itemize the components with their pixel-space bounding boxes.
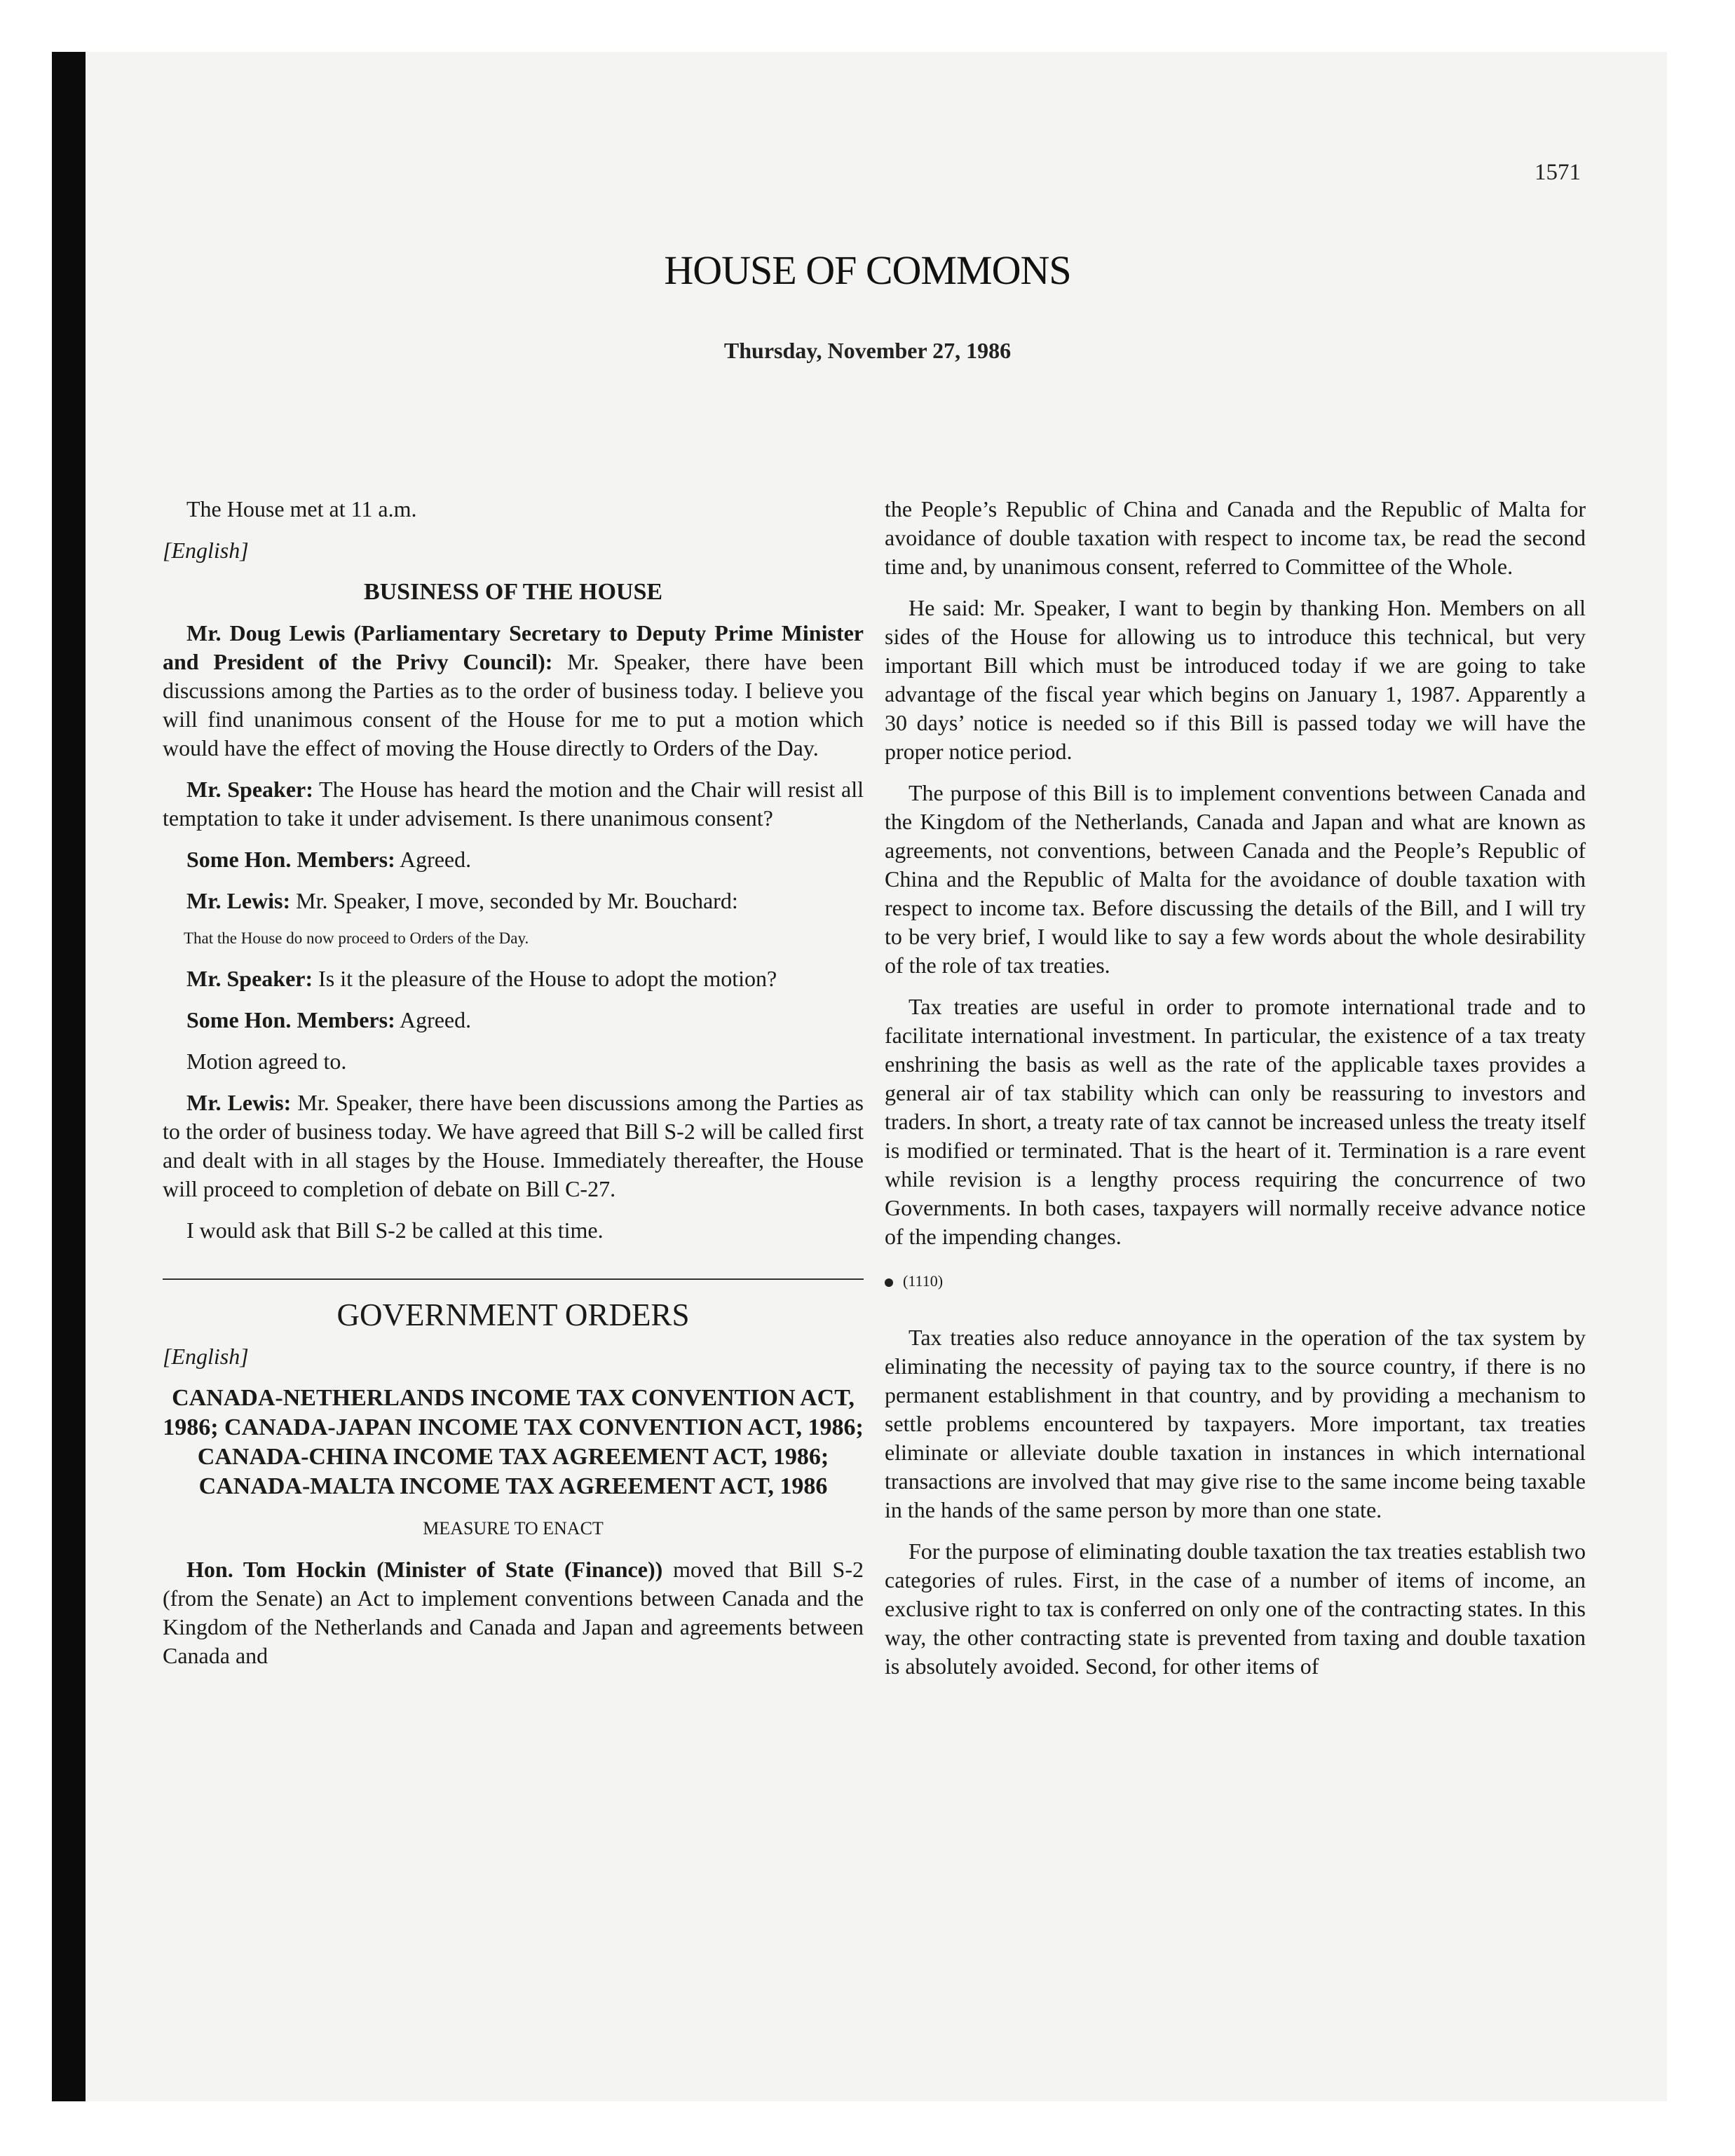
speech-paragraph <box>163 1089 864 1203</box>
speech-paragraph: the People’s Republic of China and Canada and the Republic of Malta for avoidance of double taxation with respect to income tax, be read the second time and, by unanimous consent, referred to Committee of the Whole. <box>885 496 1586 579</box>
speech-text: Mr. Speaker, I move, seconded by Mr. Bouchard: <box>290 888 738 913</box>
business-heading: BUSINESS OF THE HOUSE <box>363 579 663 605</box>
right-column <box>885 495 1586 1693</box>
speaker-name: Some Hon. Members: <box>186 1007 395 1032</box>
bullet-icon <box>885 1278 893 1287</box>
speech-text: Agreed. <box>395 1007 472 1032</box>
speech-paragraph <box>163 845 864 874</box>
speech-paragraph: For the purpose of eliminating double taxation the tax treaties establish two categories of rules. First, in the case of a number of items of income, an exclusive right to tax is conferred on only one of the contracting states. In this way, the other contracting state is prevented from taxing and double taxation is absolutely avoided. Second, for other items of <box>885 1538 1586 1679</box>
speech-text: Mr. Speaker, there have been discussions among the Parties as to the order of business today. We have agreed that Bill S-2 will be called first and dealt with in all stages by the House. Immediately thereafter, the House will proceed to completion of debate on Bill C-27. <box>163 1090 864 1201</box>
speaker-name: Hon. Tom Hockin (Minister of State (Finance)) <box>186 1557 663 1582</box>
speaker-name: Mr. Lewis: <box>186 888 291 913</box>
speech-paragraph: The purpose of this Bill is to implement conventions between Canada and the Kingdom of the Netherlands, Canada and Japan and what are known as agreements, not conventions, between Canada and the People’s Republic of China and the Republic of Malta for the avoidance of double taxation with respect to income tax. Before discussing the details of the Bill, and I will try to be very brief, I would like to say a few words about the whole desirability of the role of tax treaties. <box>885 780 1586 978</box>
speech-text: Mr. Speaker, there have been discussions among the Parties as to the order of business today. I believe you will find unanimous consent of the House for me to put a motion which would have the effect of moving the House directly to Orders of the Day. <box>163 649 864 760</box>
speech-text: The House has heard the motion and the Chair will resist all temptation to take it under advisement. Is there unanimous consent? <box>163 777 864 831</box>
speech-text: Is it the pleasure of the House to adopt the motion? <box>313 966 777 991</box>
speaker-name: Mr. Lewis: <box>186 1090 292 1115</box>
motion-quote: That the House do now proceed to Orders of the Day. <box>184 929 529 947</box>
language-marker: [English] <box>163 538 249 563</box>
speaker-name: Mr. Speaker: <box>186 966 313 991</box>
speech-paragraph: I would ask that Bill S-2 be called at this time. <box>186 1217 604 1243</box>
motion-result: Motion agreed to. <box>186 1049 347 1074</box>
language-marker: [English] <box>163 1344 249 1369</box>
speech-paragraph <box>163 619 864 763</box>
sitting-opening: The House met at 11 a.m. <box>186 496 417 521</box>
speech-paragraph <box>163 1006 864 1035</box>
speech-paragraph: He said: Mr. Speaker, I want to begin by thanking Hon. Members on all sides of the House for allowing us to introduce this technical, but very important Bill which must be introduced today if we are going to take advantage of the fiscal year which begins on January 1, 1987. Apparently a 30 days’ notice is needed so if this Bill is passed today we will have the proper notice period. <box>885 595 1586 764</box>
speaker-name: Mr. Speaker: <box>186 777 313 802</box>
speech-paragraph <box>163 964 864 993</box>
section-divider <box>163 1278 864 1280</box>
page-number: 1571 <box>1535 160 1581 185</box>
measure-subheading: MEASURE TO ENACT <box>423 1518 604 1538</box>
speech-text: moved that Bill S-2 (from the Senate) an Act to implement conventions between Canada and the Kingdom of the Netherlands and Canada and Japan and agreements between Canada and <box>163 1557 864 1668</box>
sitting-date: Thursday, November 27, 1986 <box>723 338 1012 363</box>
speech-paragraph: Tax treaties are useful in order to promote international trade and to facilitate international investment. In particular, the existence of a tax treaty enshrining the basis as well as the rate of the applicable taxes provides a general air of tax stability which can only be reassuring to investors and traders. In short, a treaty rate of tax cannot be increased unless the treaty itself is modified or terminated. That is the heart of it. Termination is a rare event while revision is a lengthy process requiring the concurrence of two Governments. In both cases, taxpayers will normally receive advance notice of the impending changes. <box>885 994 1586 1249</box>
speech-paragraph <box>163 775 864 833</box>
speaker-name: Mr. Doug Lewis (Parliamentary Secretary to Deputy Prime Minister and President of the Privy Council): <box>163 620 864 674</box>
time-marker <box>885 1267 1586 1295</box>
speech-paragraph <box>163 1555 864 1670</box>
government-orders-heading: GOVERNMENT ORDERS <box>336 1297 690 1332</box>
speaker-name: Some Hon. Members: <box>186 847 395 872</box>
page-title: HOUSE OF COMMONS <box>664 247 1071 293</box>
speech-text: Agreed. <box>395 847 472 872</box>
bill-title: CANADA-NETHERLANDS INCOME TAX CONVENTION ACT, 1986; CANADA-JAPAN INCOME TAX CONVENTION ACT, 1986; CANADA-CHINA INCOME TAX AGREEMENT ACT, 1986; CANADA-MALTA INCOME TAX AGREEMENT ACT, 1986 <box>163 1385 864 1499</box>
left-column <box>163 495 864 1683</box>
speech-paragraph <box>163 887 864 915</box>
time-marker-text: (1110) <box>903 1272 944 1290</box>
speech-paragraph: Tax treaties also reduce annoyance in the operation of the tax system by eliminating the necessity of paying tax to the source country, if there is no permanent establishment in that country, and by providing a mechanism to settle problems encountered by taxpayers. More important, tax treaties eliminate or alleviate double taxation in instances in which international transactions are involved that may give rise to the same income being taxable in the hands of the same person by more than one state. <box>885 1325 1586 1522</box>
